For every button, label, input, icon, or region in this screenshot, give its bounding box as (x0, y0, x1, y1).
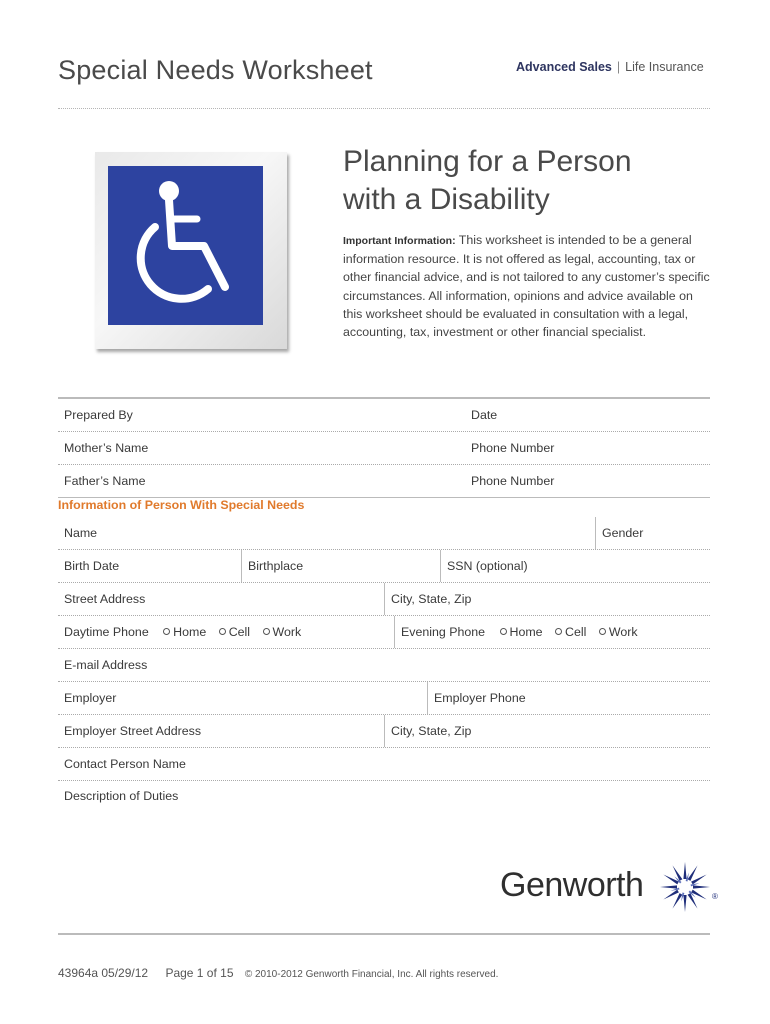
daytime-cell-label: Cell (228, 625, 251, 639)
employer-street-field[interactable]: Employer Street Address (64, 724, 202, 738)
planning-title-line2: with a Disability (343, 183, 550, 216)
email-row (58, 649, 710, 682)
name-field[interactable]: Name (64, 526, 98, 540)
product-label: Life Insurance (625, 60, 704, 74)
mother-phone-field[interactable]: Phone Number (471, 441, 555, 455)
important-label: Important Information: (343, 235, 456, 247)
footer-rule (58, 933, 710, 935)
daytime-home-radio[interactable] (163, 628, 170, 635)
worksheet-title: Special Needs Worksheet (58, 55, 373, 85)
form-code: 43964a 05/29/12 (58, 966, 149, 980)
mother-row (58, 432, 710, 465)
father-row (58, 465, 710, 498)
division-label: Advanced Sales (516, 60, 612, 74)
evening-home-radio[interactable] (500, 628, 507, 635)
address-row (58, 583, 710, 616)
header-divider-line (58, 108, 710, 109)
ssn-field[interactable]: SSN (optional) (440, 550, 710, 582)
date-field[interactable]: Date (471, 408, 498, 422)
planning-title (343, 143, 632, 219)
employer-phone-field[interactable]: Employer Phone (427, 682, 710, 714)
employer-city-field[interactable]: City, State, Zip (384, 715, 710, 747)
planning-title-line1: Planning for a Person (343, 145, 632, 178)
employer-field[interactable]: Employer (64, 691, 117, 705)
contact-person-field[interactable]: Contact Person Name (64, 757, 186, 771)
father-phone-field[interactable]: Phone Number (471, 474, 555, 488)
evening-work-label: Work (608, 625, 638, 639)
prepared-by-field[interactable]: Prepared By (64, 408, 133, 422)
contact-row (58, 748, 710, 781)
evening-home-label: Home (509, 625, 543, 639)
page-number: Page 1 of 15 (165, 966, 234, 980)
important-text: This worksheet is intended to be a general information resource. It is not offered as legal, accounting, tax or other financial advice, and is not tailored to any customer’s specific circumstances. All information, opinions and advice available on this worksheet should be evaluated in consultation with a legal, accounting, tax, investment or other financial specialist. (343, 233, 710, 340)
section-heading: Information of Person With Special Needs (58, 498, 305, 512)
registered-mark: ® (712, 892, 718, 901)
header-divider: | (616, 60, 621, 74)
evening-work-radio[interactable] (599, 628, 606, 635)
employer-address-row (58, 715, 710, 748)
evening-phone-label: Evening Phone (401, 625, 486, 639)
daytime-work-radio[interactable] (263, 628, 270, 635)
copyright: © 2010-2012 Genworth Financial, Inc. All rights reserved. (244, 969, 499, 980)
daytime-home-label: Home (173, 625, 207, 639)
daytime-work-label: Work (272, 625, 302, 639)
wheelchair-accessibility-icon (108, 166, 263, 325)
daytime-phone-label: Daytime Phone (64, 625, 149, 639)
fathers-name-field[interactable]: Father’s Name (64, 474, 146, 488)
starburst-icon (658, 860, 712, 914)
email-field[interactable]: E-mail Address (64, 658, 148, 672)
birthplace-field[interactable]: Birthplace (241, 550, 440, 582)
gender-field[interactable]: Gender (595, 517, 710, 549)
evening-phone-group (394, 616, 710, 648)
evening-cell-radio[interactable] (555, 628, 562, 635)
header-branding (516, 60, 704, 74)
daytime-cell-radio[interactable] (219, 628, 226, 635)
logo-wordmark: Genworth (500, 866, 644, 904)
duties-field[interactable]: Description of Duties (64, 789, 179, 803)
genworth-logo (500, 860, 720, 916)
daytime-phone-group (58, 616, 301, 648)
important-information (343, 231, 713, 341)
phone-row (58, 616, 710, 649)
birth-date-field[interactable]: Birth Date (64, 559, 120, 573)
street-address-field[interactable]: Street Address (64, 592, 146, 606)
evening-cell-label: Cell (565, 625, 587, 639)
mothers-name-field[interactable]: Mother’s Name (64, 441, 149, 455)
city-state-zip-field[interactable]: City, State, Zip (384, 583, 710, 615)
name-row (58, 517, 710, 550)
prepared-by-row (58, 399, 710, 432)
footer (58, 966, 498, 980)
employer-row (58, 682, 710, 715)
birth-row (58, 550, 710, 583)
